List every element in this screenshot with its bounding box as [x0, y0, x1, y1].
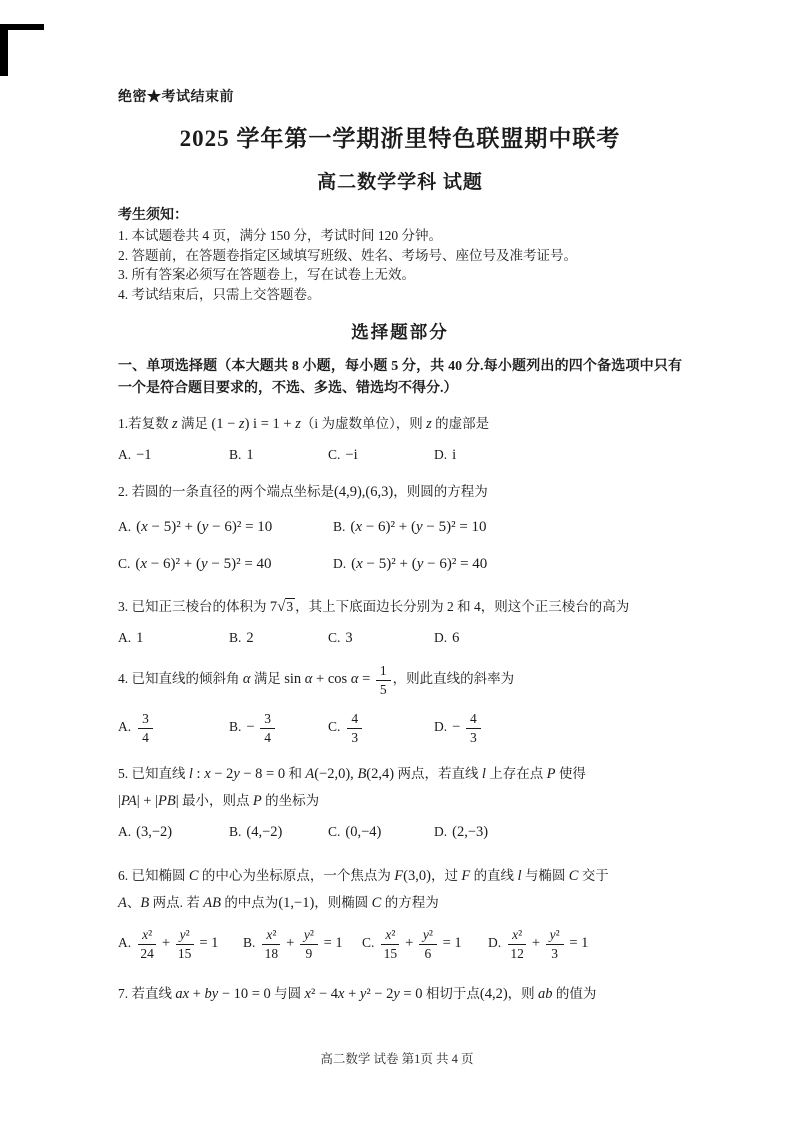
fraction-numerator: y²: [300, 927, 318, 945]
option-body: [136, 447, 151, 463]
option-label: B.: [229, 719, 242, 735]
fraction: [376, 663, 391, 697]
math-run: F: [461, 868, 471, 885]
question-4-options: [118, 710, 682, 746]
option-label: C.: [328, 824, 341, 840]
math-run: +: [528, 935, 544, 952]
math-run: C: [188, 868, 199, 885]
fraction-denominator: 3: [469, 729, 477, 745]
math-run: = 1: [438, 935, 462, 952]
option-label: C.: [328, 630, 341, 645]
option-label: D.: [434, 447, 448, 462]
fraction-denominator: 3: [551, 945, 559, 961]
text-run: 的方程为: [381, 895, 439, 911]
math-run: (2,−3): [452, 824, 489, 841]
math-run: (x − 5)² + (y − 6)² = 10: [136, 519, 273, 535]
question-6-options: [118, 926, 682, 962]
text-run: 与椭圆: [521, 868, 569, 884]
question-6-option-b: [243, 926, 362, 962]
option-body: [345, 630, 352, 646]
question-6-stem-line-2: [118, 892, 682, 914]
option-body: [452, 630, 459, 646]
option-body: [260, 927, 343, 961]
question-5-options: [118, 821, 682, 843]
fraction-numerator: 1: [376, 663, 391, 681]
option-body: [452, 447, 456, 463]
question-2-option-b: [333, 516, 682, 538]
math-run: l: [481, 766, 486, 783]
option-body: [246, 711, 277, 745]
text-run: 的直线: [470, 868, 518, 884]
section-title: 选择题部分: [351, 322, 449, 342]
fraction: [260, 711, 275, 745]
option-label: B.: [243, 935, 256, 951]
math-run: l: [188, 766, 193, 783]
option-label: B.: [229, 447, 242, 462]
math-run: +: [282, 935, 298, 952]
fraction-numerator: x²: [381, 927, 399, 945]
math-run: sin: [284, 671, 305, 688]
square-root: [277, 599, 295, 614]
option-body: [135, 556, 271, 572]
math-run: (1 − z): [211, 416, 254, 432]
fraction-denominator: 4: [142, 729, 149, 745]
question-1-option-d: [434, 444, 682, 466]
math-run: 1: [246, 447, 254, 463]
text-run: 两点. 若: [149, 895, 204, 911]
question-4-option-d: [434, 710, 682, 746]
text-run: 的中心为坐标原点，一个焦点为: [198, 868, 395, 884]
option-body: [345, 711, 364, 745]
question-6-option-a: [118, 926, 243, 962]
option-label: D.: [333, 556, 347, 571]
math-run: = 1: [565, 935, 589, 952]
notice-item-1: 1. 本试题卷共 4 页，满分 150 分，考试时间 120 分钟。: [118, 228, 442, 243]
option-body: [246, 630, 253, 646]
radicand: 3: [286, 599, 294, 614]
text-run: 5. 已知直线: [118, 766, 189, 782]
option-label: C.: [362, 935, 375, 951]
math-run: x − 2y − 8 = 0: [204, 766, 286, 783]
option-label: A.: [118, 824, 132, 840]
option-label: D.: [488, 935, 502, 951]
option-body: [452, 711, 483, 745]
option-body: [379, 927, 462, 961]
math-run: 6: [452, 630, 460, 646]
fraction: [347, 711, 362, 745]
question-2-option-d: [333, 553, 682, 575]
option-label: B.: [229, 824, 242, 840]
math-run: +: [401, 935, 417, 952]
math-run: 3: [345, 630, 353, 646]
question-5-option-b: [229, 821, 328, 843]
fraction: [300, 927, 318, 961]
text-run: 与圆: [270, 986, 305, 1002]
option-label: C.: [328, 447, 341, 462]
question-1-option-c: [328, 444, 434, 466]
fraction: [138, 927, 156, 961]
text-run: 的坐标为: [261, 793, 320, 809]
fraction: [419, 927, 437, 961]
text-run: 3. 已知正三棱台的体积为: [118, 599, 270, 614]
fraction-denominator: 15: [177, 945, 192, 961]
notice-item-4: 4. 考试结束后，只需上交答题卷。: [118, 286, 321, 302]
math-run: (0,−4): [345, 824, 382, 841]
fraction: [508, 927, 526, 961]
math-run: =: [358, 671, 374, 688]
question-2: [118, 481, 682, 575]
fraction-numerator: y²: [546, 927, 564, 945]
math-run: (4,−2): [246, 824, 283, 841]
question-5-option-c: [328, 821, 434, 843]
option-label: B.: [333, 519, 346, 534]
math-run: (4,2): [479, 986, 508, 1003]
text-run: 满足: [250, 671, 285, 687]
math-run: |PA| + |PB|: [118, 793, 179, 810]
question-5-option-a: [118, 821, 229, 843]
math-run: (x − 6)² + (y − 5)² = 40: [135, 556, 272, 572]
option-body: [350, 519, 486, 535]
option-body: [136, 824, 172, 840]
fraction-numerator: x²: [508, 927, 526, 945]
text-run: ，其上下底面边长分别为 2 和 4，则这个正三棱台的高为: [295, 599, 630, 614]
option-label: A.: [118, 935, 132, 951]
fraction: [138, 711, 153, 745]
text-run: ，则: [507, 986, 539, 1002]
math-run: x² − 4x + y² − 2y = 0: [304, 986, 423, 1003]
option-body: [452, 824, 488, 840]
math-run: α: [242, 671, 251, 688]
question-2-option-a: [118, 516, 333, 538]
question-5-option-d: [434, 821, 682, 843]
exam-title: 2025 学年第一学期浙里特色联盟期中联考: [179, 126, 621, 151]
option-body: [246, 824, 282, 840]
math-run: i: [452, 447, 457, 463]
fraction-numerator: x²: [138, 927, 156, 945]
question-4: [118, 662, 682, 746]
math-run: (x − 5)² + (y − 6)² = 40: [351, 556, 488, 572]
candidate-notice: [118, 206, 682, 304]
math-run: 1: [136, 630, 144, 646]
question-1: [118, 413, 682, 466]
math-run: l: [517, 868, 522, 885]
math-run: −: [246, 719, 259, 736]
question-5: [118, 763, 682, 843]
math-run: B: [140, 895, 150, 912]
option-body: [136, 711, 155, 745]
question-1-options: [118, 444, 682, 466]
math-run: = 1: [195, 935, 219, 952]
math-run: 2: [246, 630, 254, 646]
math-run: = 1: [319, 935, 343, 952]
question-7: [118, 983, 682, 1005]
scan-artifact-mark: [0, 24, 44, 76]
text-run: 满足: [177, 416, 212, 431]
text-run: 7. 若直线: [118, 986, 176, 1002]
math-run: −i: [345, 447, 358, 463]
math-run: ax + by − 10 = 0: [175, 986, 271, 1003]
text-run: 最小，则点: [178, 793, 253, 809]
question-1-option-b: [229, 444, 328, 466]
text-run: （i 为虚数单位），则: [300, 416, 427, 431]
question-4-stem: [118, 662, 682, 698]
question-3: [118, 596, 682, 649]
question-2-options: [118, 516, 682, 575]
math-run: = 1 + z: [257, 416, 301, 432]
math-run: :: [192, 766, 205, 783]
fraction: [466, 711, 481, 745]
math-run: z: [426, 416, 432, 432]
question-1-option-a: [118, 444, 229, 466]
text-run: 和: [285, 766, 306, 782]
text-run: ，过: [430, 868, 462, 884]
question-3-option-b: [229, 627, 328, 649]
fraction-numerator: 3: [260, 711, 275, 729]
math-run: i: [253, 416, 258, 432]
question-4-option-b: [229, 710, 328, 746]
fraction-denominator: 9: [305, 945, 313, 961]
fraction-denominator: 4: [264, 729, 271, 745]
option-label: C.: [118, 556, 131, 571]
math-run: (x − 6)² + (y − 5)² = 10: [350, 519, 487, 535]
question-3-options: [118, 627, 682, 649]
math-run: + cos: [312, 671, 351, 688]
question-6: [118, 865, 682, 962]
text-run: 的值为: [552, 986, 597, 1002]
fraction-denominator: 6: [424, 945, 432, 961]
math-run: −1: [136, 447, 152, 463]
question-6-stem-line-1: [118, 865, 682, 887]
option-body: [345, 824, 381, 840]
math-run: 7: [269, 599, 278, 615]
text-run: 、: [126, 895, 141, 911]
question-3-stem: [118, 596, 682, 618]
question-3-option-a: [118, 627, 229, 649]
text-run: 的中点为: [220, 895, 279, 911]
question-2-option-c: [118, 553, 333, 575]
question-6-option-d: [488, 926, 682, 962]
fraction-denominator: 18: [264, 945, 279, 961]
text-run: ，则此直线的斜率为: [392, 671, 515, 687]
option-label: D.: [434, 824, 448, 840]
fraction: [176, 927, 194, 961]
option-label: C.: [328, 719, 341, 735]
fraction-numerator: y²: [419, 927, 437, 945]
question-5-stem-line-1: [118, 763, 682, 785]
option-body: [506, 927, 589, 961]
text-run: 交于: [578, 868, 609, 884]
math-run: z: [172, 416, 178, 432]
option-body: [136, 630, 143, 646]
option-body: [351, 556, 487, 572]
fraction-numerator: 4: [466, 711, 481, 729]
math-run: F(3,0): [394, 868, 431, 885]
notice-heading: 考生须知：: [118, 208, 188, 223]
notice-item-2: 2. 答题前，在答题卷指定区域填写班级、姓名、考场号、座位号及准考证号。: [118, 247, 577, 263]
page-footer: 高二数学 试卷 第1页 共 4 页: [320, 1052, 474, 1066]
option-body: [136, 927, 219, 961]
fraction-numerator: 3: [138, 711, 153, 729]
notice-item-3: 3. 所有答案必须写在答题卷上，写在试卷上无效。: [118, 267, 415, 282]
question-7-stem: [118, 983, 682, 1005]
option-label: B.: [229, 630, 242, 645]
text-run: 的虚部是: [431, 416, 490, 431]
math-run: A(−2,0), B(2,4): [305, 766, 395, 783]
question-3-option-d: [434, 627, 682, 649]
math-run: ab: [538, 986, 553, 1003]
option-body: [345, 447, 357, 463]
question-3-option-c: [328, 627, 434, 649]
option-label: D.: [434, 630, 448, 645]
fraction-denominator: 15: [383, 945, 398, 961]
option-label: D.: [434, 719, 448, 735]
math-run: P: [252, 793, 262, 810]
question-4-option-a: [118, 710, 229, 746]
math-run: (1,−1): [278, 895, 315, 912]
math-run: α: [350, 671, 359, 688]
fraction-denominator: 5: [379, 681, 387, 697]
exam-subtitle: 高二数学学科 试题: [317, 172, 483, 193]
math-run: (4,9),(6,3): [334, 484, 394, 500]
text-run: 相切于点: [422, 986, 480, 1002]
option-label: A.: [118, 630, 132, 645]
math-run: C: [568, 868, 579, 885]
math-run: P: [546, 766, 556, 783]
question-5-stem-line-2: [118, 790, 682, 812]
math-run: (3,−2): [136, 824, 173, 841]
fraction: [381, 927, 399, 961]
option-label: A.: [118, 447, 132, 462]
fraction-denominator: 12: [510, 945, 524, 961]
security-notice: 绝密★考试结束前: [118, 90, 234, 105]
math-run: α: [304, 671, 313, 688]
option-body: [136, 519, 272, 535]
text-run: 使得: [555, 766, 586, 782]
text-run: 2. 若圆的一条直径的两个端点坐标是: [118, 484, 334, 499]
option-label: A.: [118, 519, 132, 534]
part-one-heading: 一、单项选择题（本大题共 8 小题，每小题 5 分，共 40 分.每小题列出的四个备选项中只有一个是符合题目要求的，不选、多选、错选均不得分.）: [118, 359, 682, 396]
fraction: [546, 927, 564, 961]
option-label: A.: [118, 719, 132, 735]
fraction-numerator: 4: [347, 711, 362, 729]
question-6-option-c: [362, 926, 488, 962]
fraction-denominator: 24: [140, 945, 154, 961]
text-run: ，则圆的方程为: [393, 484, 488, 499]
math-run: −: [452, 719, 464, 736]
fraction-denominator: 3: [351, 729, 359, 745]
math-run: C: [371, 895, 382, 912]
text-run: 两点，若直线: [394, 766, 482, 782]
question-4-option-c: [328, 710, 434, 746]
radical-sign: √: [277, 599, 286, 615]
option-body: [246, 447, 253, 463]
question-1-stem: [118, 413, 682, 435]
fraction-numerator: y²: [176, 927, 194, 945]
math-run: A: [118, 895, 127, 912]
math-run: AB: [203, 895, 221, 912]
text-run: 上存在点: [485, 766, 547, 782]
math-run: +: [158, 935, 174, 952]
fraction: [262, 927, 280, 961]
text-run: 6. 已知椭圆: [118, 868, 189, 884]
text-run: 4. 已知直线的倾斜角: [118, 671, 243, 687]
text-run: ，则椭圆: [314, 895, 372, 911]
question-2-stem: [118, 481, 682, 503]
fraction-numerator: x²: [262, 927, 280, 945]
text-run: 1.若复数: [118, 416, 172, 431]
